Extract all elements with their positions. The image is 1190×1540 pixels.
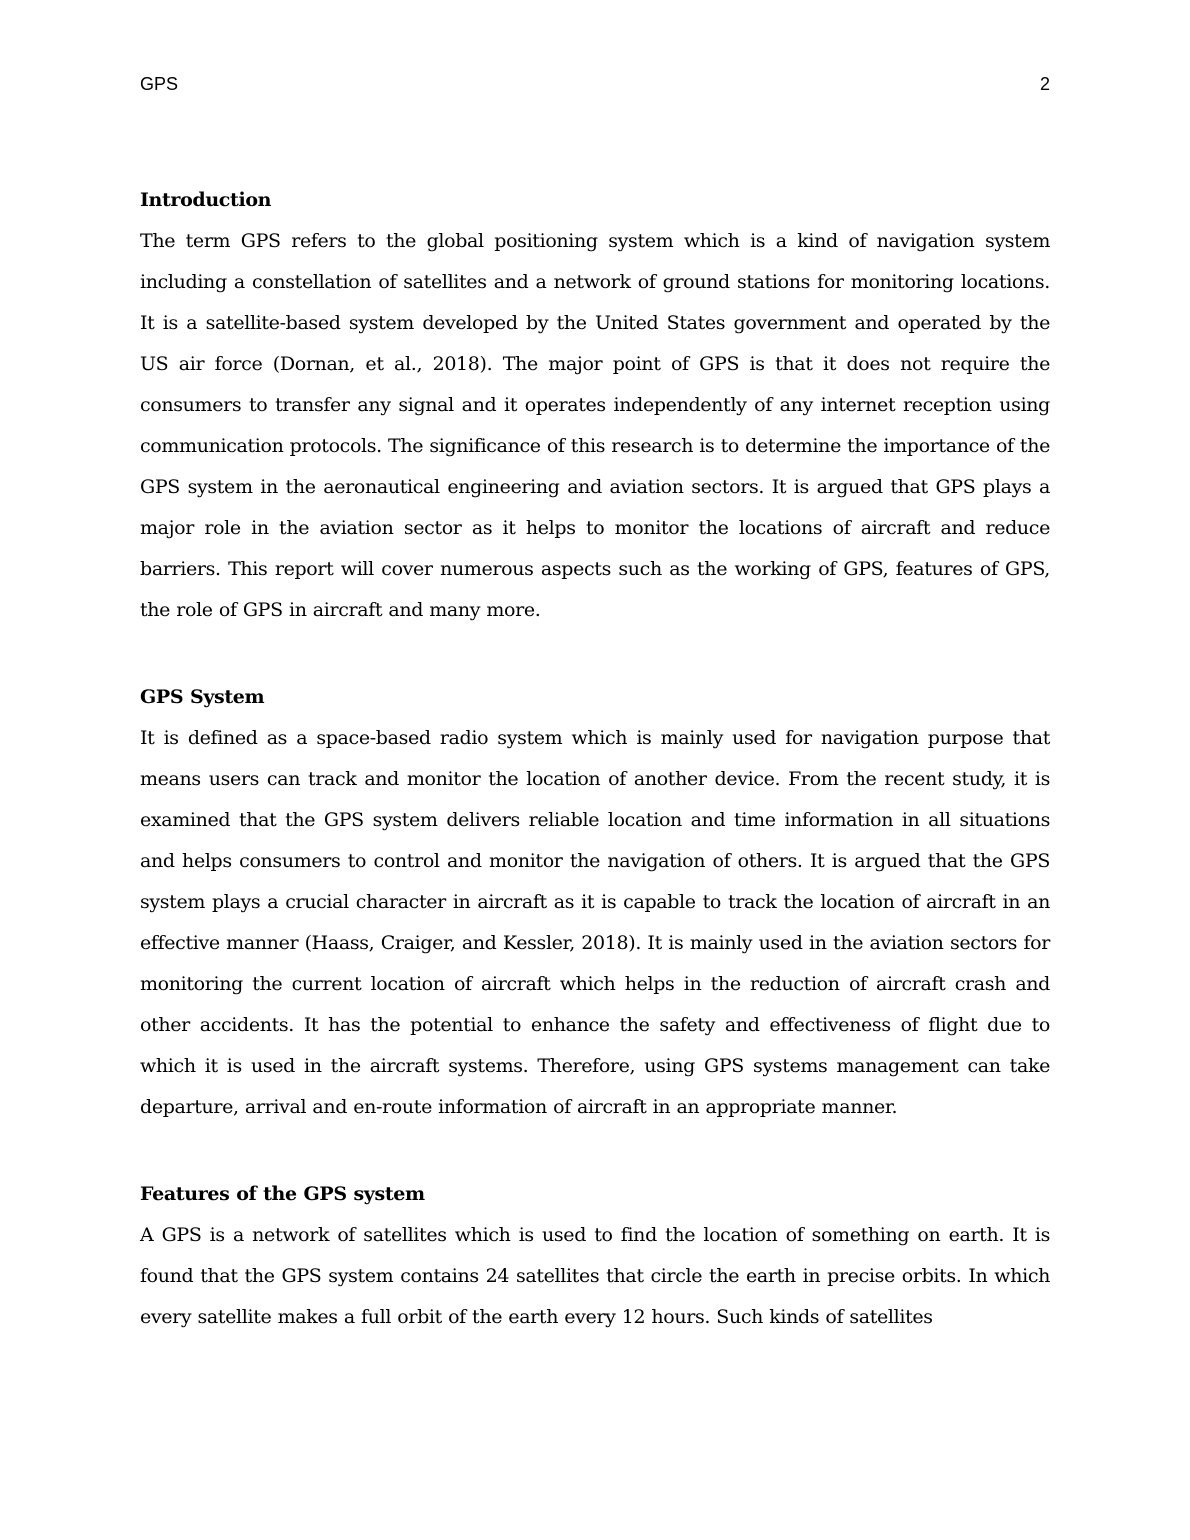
section-heading: Introduction	[140, 189, 272, 211]
page-header	[140, 72, 1050, 96]
section-paragraph: It is defined as a space-based radio system which is mainly used for navigation purpose that means users can track and monitor the location of another device. From the recent study, it is examined that the GPS system delivers reliable location and time information in all situations and helps consumers to control and monitor the navigation of others. It is argued that the GPS system plays a crucial character in aircraft as it is capable to track the location of aircraft in an effective manner (Haass, Craiger, and Kessler, 2018). It is mainly used in the aviation sectors for monitoring the current location of aircraft which helps in the reduction of aircraft crash and other accidents. It has the potential to enhance the safety and effectiveness of flight due to which it is used in the aircraft systems. Therefore, using GPS systems management can take departure, arrival and en-route information of aircraft in an appropriate manner.	[140, 727, 1050, 1118]
page-number: 2	[1039, 74, 1050, 94]
section-introduction	[140, 180, 1050, 631]
document-body	[140, 180, 1050, 1338]
section-paragraph: A GPS is a network of satellites which is used to find the location of something on earth. It is found that the GPS system contains 24 satellites that circle the earth in precise orbits. In which every satellite makes a full orbit of the earth every 12 hours. Such kinds of satellites	[140, 1224, 1050, 1328]
running-title: GPS	[140, 74, 179, 94]
section-features	[140, 1174, 1050, 1338]
section-gps-system	[140, 677, 1050, 1128]
section-heading: GPS System	[140, 686, 265, 708]
section-heading: Features of the GPS system	[140, 1183, 425, 1205]
section-paragraph: The term GPS refers to the global positioning system which is a kind of navigation system including a constellation of satellites and a network of ground stations for monitoring locations. It is a satellite-based system developed by the United States government and operated by the US air force (Dornan, et al., 2018). The major point of GPS is that it does not require the consumers to transfer any signal and it operates independently of any internet reception using communication protocols. The significance of this research is to determine the importance of the GPS system in the aeronautical engineering and aviation sectors. It is argued that GPS plays a major role in the aviation sector as it helps to monitor the locations of aircraft and reduce barriers. This report will cover numerous aspects such as the working of GPS, features of GPS, the role of GPS in aircraft and many more.	[140, 230, 1050, 621]
